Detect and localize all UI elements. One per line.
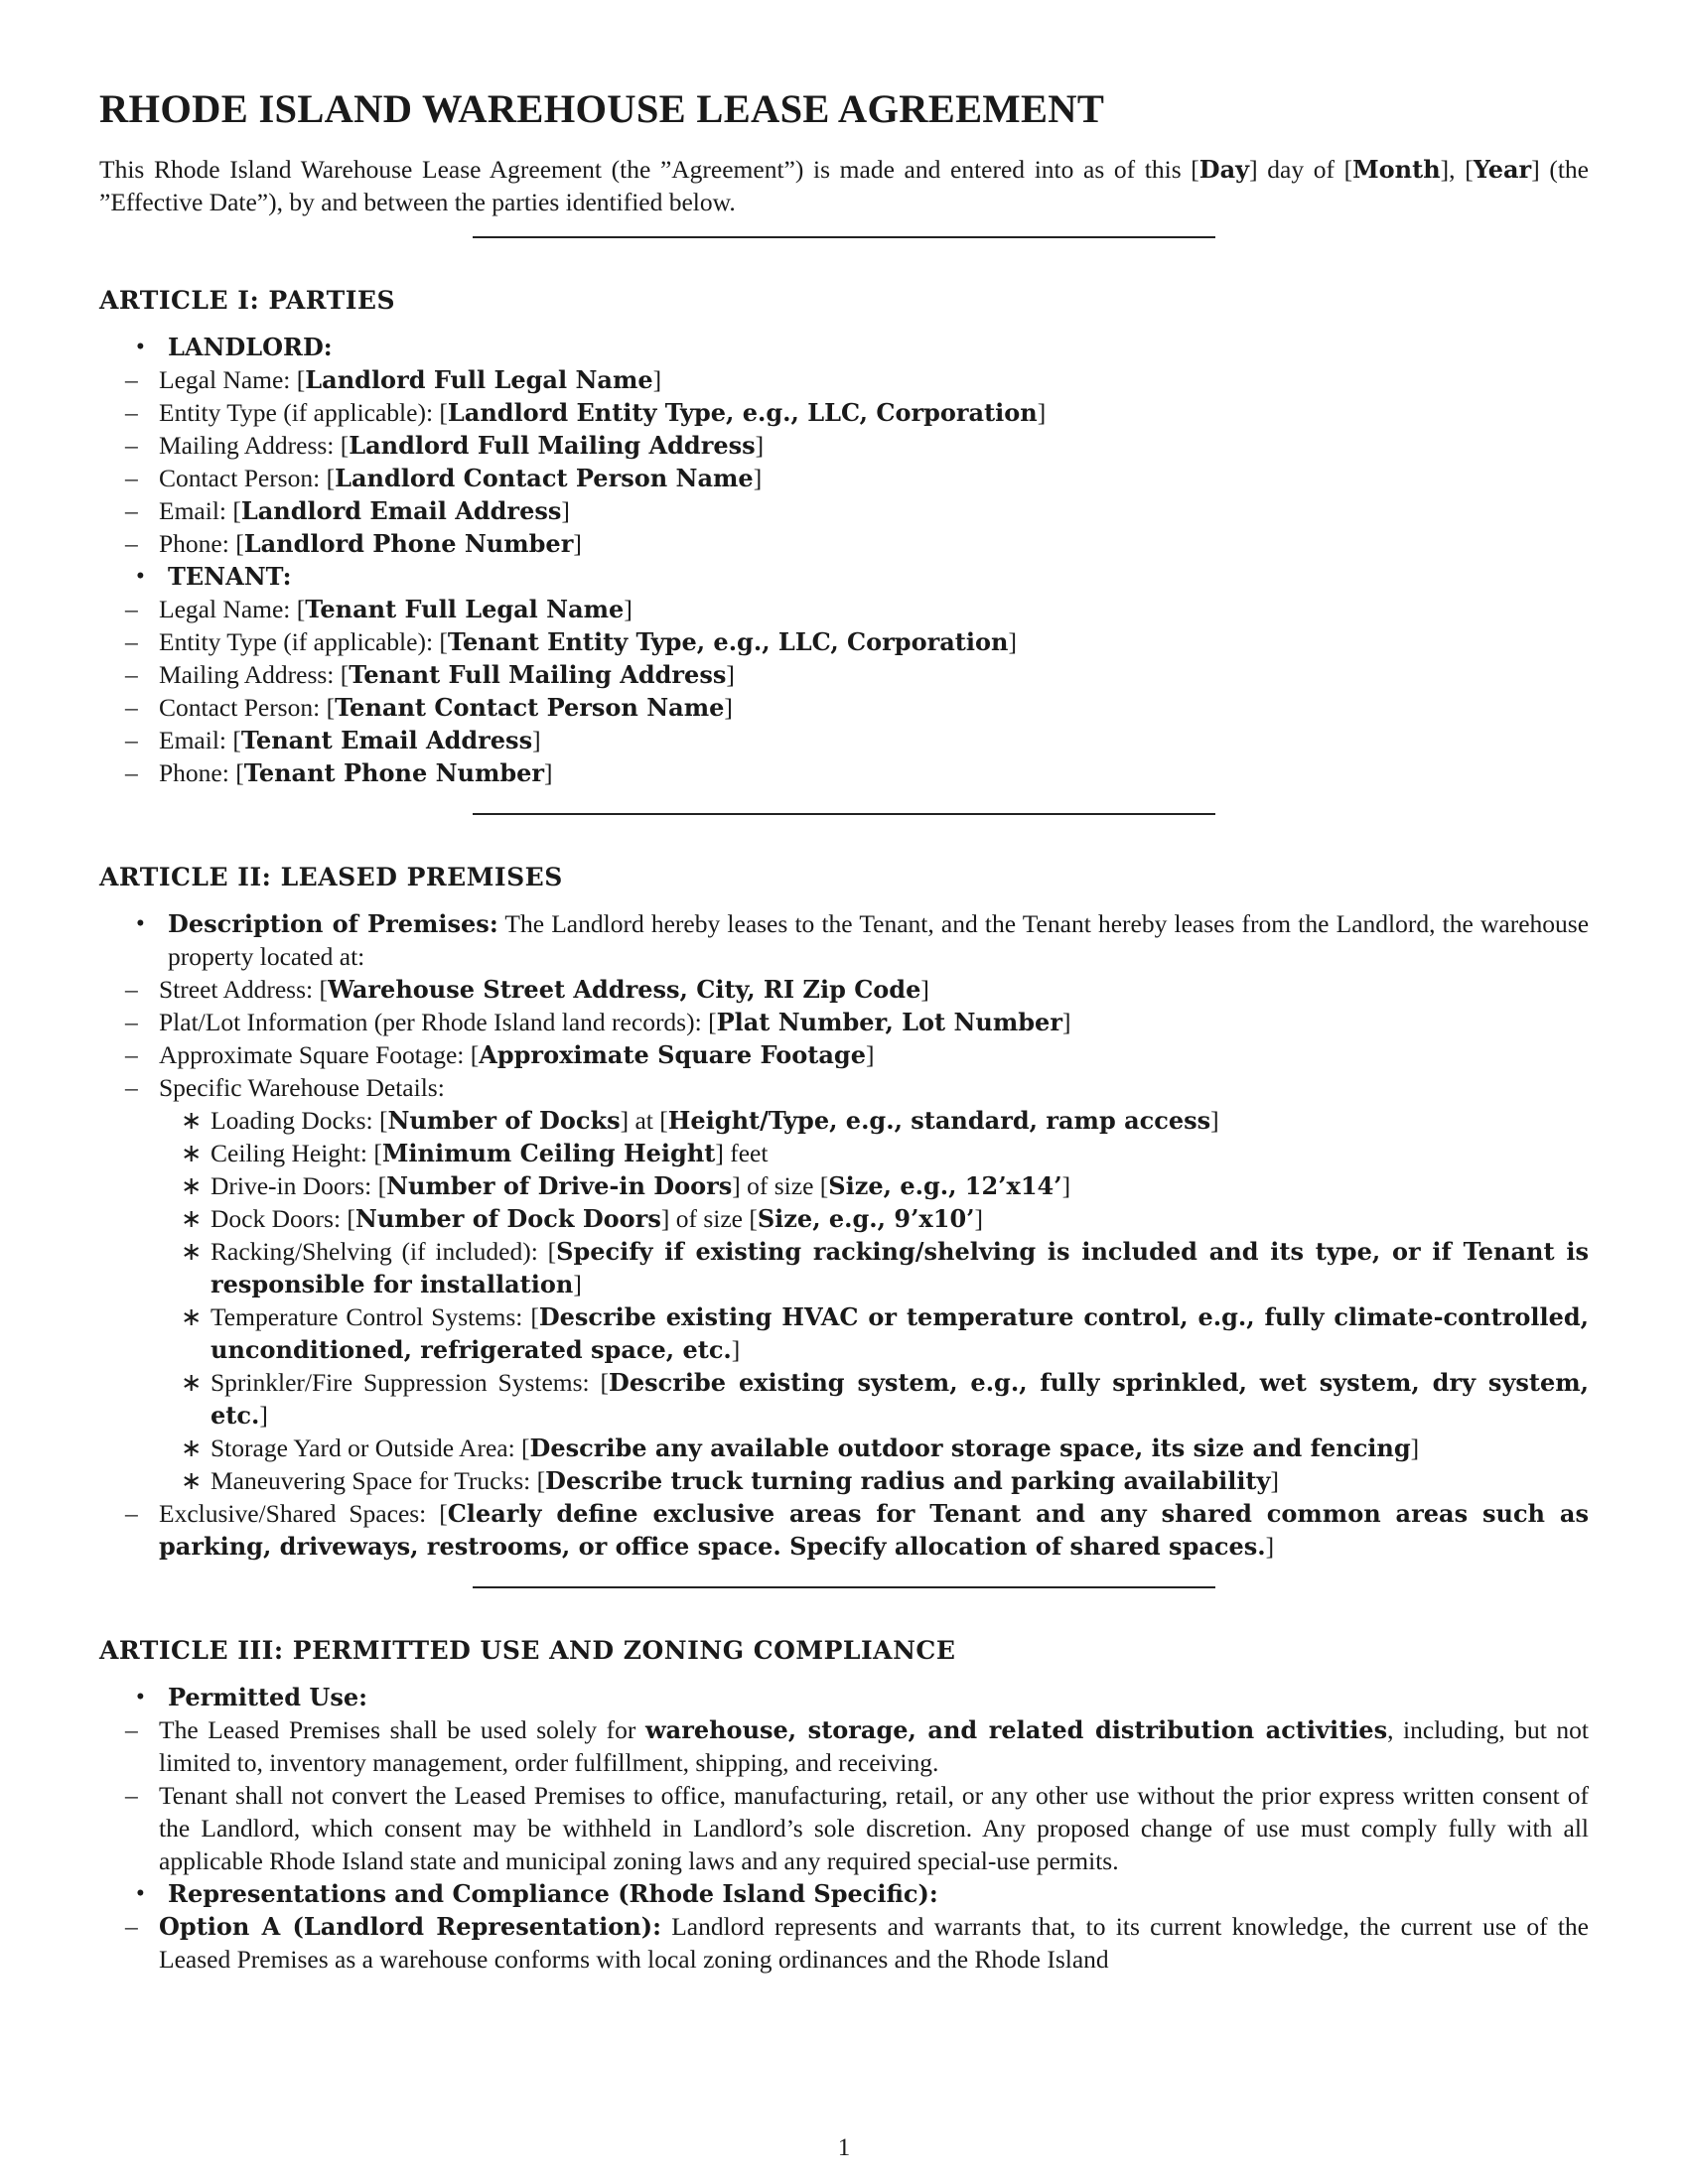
document-title: RHODE ISLAND WAREHOUSE LEASE AGREEMENT — [99, 86, 1105, 131]
description-label: Description of Premises: — [168, 909, 498, 938]
list-item: – Plat/Lot Information (per Rhode Island land records): [Plat Number, Lot Number] — [99, 1006, 1589, 1038]
representations-item — [99, 1877, 1589, 1976]
parties-list — [99, 331, 1589, 789]
article-2-heading: ARTICLE II: LEASED PREMISES — [99, 863, 563, 891]
intro-paragraph — [99, 153, 1589, 218]
year-placeholder: Year — [1473, 155, 1532, 184]
page-number: 1 — [837, 2134, 851, 2161]
list-item: ∗ Sprinkler/Fire Suppression Systems: [Describe existing system, e.g., fully sprinkled, wet system, dry system, etc.] — [211, 1366, 1589, 1432]
list-item: – Mailing Address: [Tenant Full Mailing Address] — [99, 658, 1589, 691]
list-item: – Exclusive/Shared Spaces: [Clearly define exclusive areas for Tenant and any shared common areas such as parking, driveways, restrooms, or office space. Specify allocation of shared spaces.] — [99, 1497, 1589, 1563]
list-item: – Entity Type (if applicable): [Tenant Entity Type, e.g., LLC, Corporation] — [99, 625, 1589, 658]
permitted-use-label: Permitted Use: — [168, 1683, 367, 1711]
list-item: ∗ Maneuvering Space for Trucks: [Describe truck turning radius and parking availability] — [211, 1464, 1589, 1497]
list-item: – Email: [Tenant Email Address] — [99, 724, 1589, 756]
list-item: – Specific Warehouse Details: ∗ Loading Docks: [Number of Docks] at [Height/Type, e.g., standard, ramp access] ∗ Ceiling Height: [Minimum Ceiling Height] feet ∗ Drive-in Doors: [Number of Drive-in Doors] of size [Size, e.g., 12’x14’] ∗ Dock Doors: [Number of Dock Doors] of size [Size, e.g., 9’x10’] ∗ Racking/Shelving (if included): [Specify if existing racking/shelving is included and its type, or if Tenant is responsible for installation] ∗ Temperature Control Systems: [Describe existing HVAC or temperature control, e.g., fully climate-controlled, unconditioned, refrigerated space, etc.] ∗ Sprinkler/Fire Suppression Systems: [Describe existing system, e.g., fully sprinkled, wet system, dry system, etc.] ∗ Storage Yard or Outside Area: [Describe any available outdoor storage space, its size and fencing] ∗ Maneuvering Space for Trucks: [Describe truck turning radius and parking availability] — [99, 1071, 1589, 1497]
list-item: – Legal Name: [Tenant Full Legal Name] — [99, 593, 1589, 625]
article-3-heading: ARTICLE III: PERMITTED USE AND ZONING COMPLIANCE — [99, 1636, 956, 1665]
list-item: ∗ Drive-in Doors: [Number of Drive-in Doors] of size [Size, e.g., 12’x14’] — [211, 1169, 1589, 1202]
list-item: – Tenant shall not convert the Leased Premises to office, manufacturing, retail, or any other use without the prior express written consent of the Landlord, which consent may be withheld in Landlord’s sole discretion. Any proposed change of use must comply fully with all applicable Rhode Island state and municipal zoning laws and any required special-use permits. — [99, 1779, 1589, 1877]
list-item: ∗ Ceiling Height: [Minimum Ceiling Height] feet — [211, 1137, 1589, 1169]
intro-text: ], [ — [1440, 155, 1474, 184]
section-divider — [473, 1586, 1215, 1588]
tenant-label: TENANT: — [168, 562, 292, 591]
list-item: – Approximate Square Footage: [Approximate Square Footage] — [99, 1038, 1589, 1071]
month-placeholder: Month — [1352, 155, 1441, 184]
permitted-use-item — [99, 1681, 1589, 1877]
document-page — [99, 79, 1589, 1976]
list-item: – Email: [Landlord Email Address] — [99, 494, 1589, 527]
list-item: – Phone: [Landlord Phone Number] — [99, 527, 1589, 560]
landlord-fields — [159, 363, 1589, 560]
list-item: – Street Address: [Warehouse Street Address, City, RI Zip Code] — [99, 973, 1589, 1006]
article-1-heading: ARTICLE I: PARTIES — [99, 286, 396, 315]
section-divider — [473, 236, 1215, 238]
tenant-fields — [159, 593, 1589, 789]
list-item: – Legal Name: [Landlord Full Legal Name] — [99, 363, 1589, 396]
warehouse-details — [211, 1104, 1589, 1497]
day-placeholder: Day — [1198, 155, 1250, 184]
list-item: ∗ Storage Yard or Outside Area: [Describe any available outdoor storage space, its size and fencing] — [211, 1432, 1589, 1464]
landlord-label: LANDLORD: — [168, 333, 333, 361]
list-item: ∗ Loading Docks: [Number of Docks] at [Height/Type, e.g., standard, ramp access] — [211, 1104, 1589, 1137]
list-item: – Option A (Landlord Representation): Landlord represents and warrants that, to its current knowledge, the current use of the Leased Premises as a warehouse conforms with local zoning ordinances and the Rhode Island — [99, 1910, 1589, 1976]
intro-text: ] day of [ — [1249, 155, 1353, 184]
permitted-use-details — [159, 1713, 1589, 1877]
use-list — [99, 1681, 1589, 1976]
list-item: ∗ Temperature Control Systems: [Describe existing HVAC or temperature control, e.g., fully climate-controlled, unconditioned, refrigerated space, etc.] — [211, 1300, 1589, 1366]
tenant-item — [99, 560, 1589, 789]
list-item: – Contact Person: [Landlord Contact Person Name] — [99, 462, 1589, 494]
list-item: ∗ Dock Doors: [Number of Dock Doors] of size [Size, e.g., 9’x10’] — [211, 1202, 1589, 1235]
intro-text: ] (the ”Effective Date”), by and between the parties identified below. — [99, 155, 1589, 216]
list-item: ∗ Racking/Shelving (if included): [Specify if existing racking/shelving is included and its type, or if Tenant is responsible for installation] — [211, 1235, 1589, 1300]
premises-list — [99, 907, 1589, 1563]
landlord-item — [99, 331, 1589, 560]
list-item: – Contact Person: [Tenant Contact Person Name] — [99, 691, 1589, 724]
section-divider — [473, 813, 1215, 815]
representations-label: Representations and Compliance (Rhode Island Specific): — [168, 1879, 938, 1908]
representations-details — [159, 1910, 1589, 1976]
list-item: – Phone: [Tenant Phone Number] — [99, 756, 1589, 789]
list-item: – The Leased Premises shall be used solely for warehouse, storage, and related distribution activities, including, but not limited to, inventory management, order fulfillment, shipping, and receiving. — [99, 1713, 1589, 1779]
premises-details — [159, 973, 1589, 1563]
list-item: – Entity Type (if applicable): [Landlord Entity Type, e.g., LLC, Corporation] — [99, 396, 1589, 429]
list-item: – Mailing Address: [Landlord Full Mailing Address] — [99, 429, 1589, 462]
description-text: The Landlord hereby leases to the Tenant, and the Tenant hereby leases from the Landlord, the warehouse property located at: — [168, 909, 1590, 971]
intro-text: This Rhode Island Warehouse Lease Agreement (the ”Agreement”) is made and entered into as of this [ — [99, 155, 1199, 184]
description-item — [99, 907, 1589, 1563]
